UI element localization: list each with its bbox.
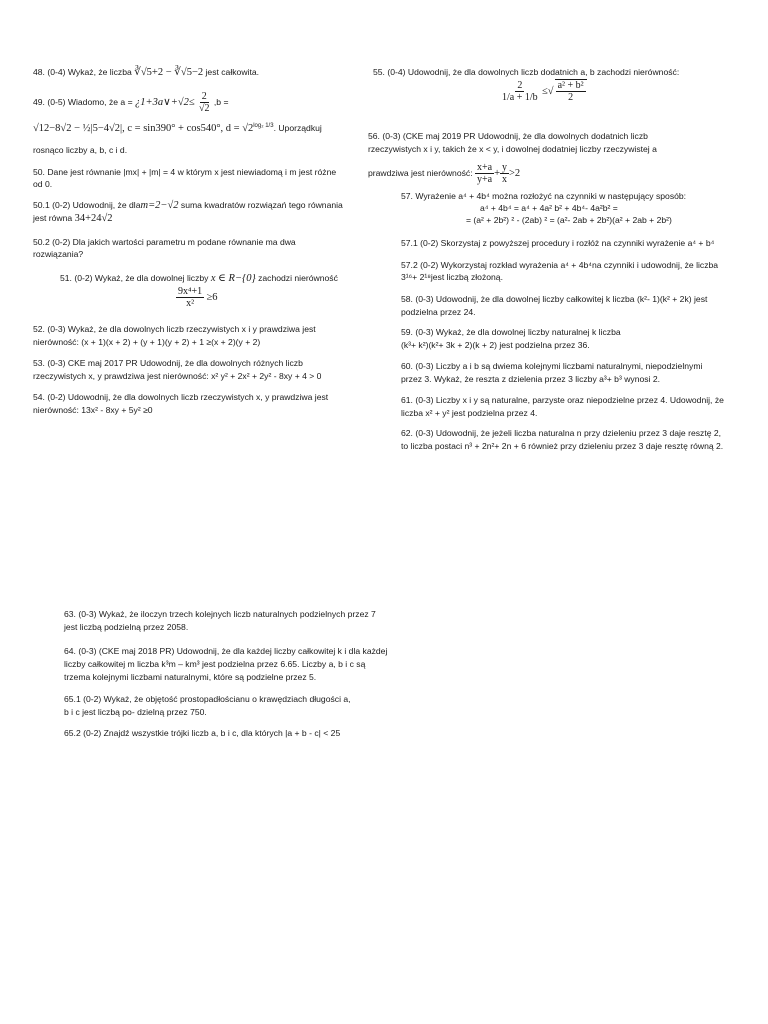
problem-62-line2: to liczba postaci n³ + 2n²+ 2n + 6 również przy dzieleniu przez 3 daje resztę równą 2. — [401, 441, 724, 451]
fraction-denominator: x — [502, 174, 507, 185]
fraction-numerator: y — [502, 162, 507, 173]
fraction-denominator: √2 — [199, 103, 210, 114]
sqrt-fraction — [556, 80, 586, 103]
problem-51 — [60, 272, 338, 285]
problem-48 — [33, 66, 259, 79]
problem-49-line3: rosnąco liczby a, b, c i d. — [33, 145, 128, 155]
problem-49-fraction — [197, 91, 212, 114]
problem-48-text-end: jest całkowita. — [205, 67, 259, 77]
problem-57-1: 57.1 (0-2) Skorzystaj z powyższej procedury i rozłóż na czynniki wyrażenie a⁴ + b⁴ — [401, 238, 715, 248]
problem-57-line3: = (a² + 2b²) ² - (2ab) ² = (a²- 2ab + 2b²)(a² + 2ab + 2b²) — [466, 215, 672, 225]
problem-54-line1: 54. (0-2) Udowodnij, że dla dowolnych liczb rzeczywistych x, y prawdziwa jest — [33, 392, 329, 402]
fraction-numerator: 2 — [517, 80, 523, 91]
problem-49-formula-line2: √12−8√2 − ½|5−4√2|, c = sin390° + cos540°, d = √2 — [33, 123, 254, 134]
fraction-denominator: 1/a + 1/b — [502, 92, 538, 103]
problem-55: 55. (0-4) Udowodnij, że dla dowolnych liczb dodatnich a, b zachodzi nierówność: — [373, 67, 680, 77]
problem-59-line2: (k³+ k²)(k²+ 3k + 2)(k + 2) jest podzielna przez 36. — [401, 340, 590, 350]
fraction-term-b: 1/b — [524, 92, 538, 103]
sqrt-denominator: 2 — [568, 92, 574, 103]
problem-64-line2: liczby całkowitej m liczba k³m – km³ jest podzielna przez 6.65. Liczby a, b i c są — [64, 659, 366, 669]
problem-56-fraction-2 — [500, 162, 509, 185]
problem-65-1-line2: b i c jest liczbą po- dzielną przez 750. — [64, 707, 207, 717]
problem-48-formula: ∛√5+2 − ∛√5−2 — [134, 67, 204, 78]
plus-sign: + — [494, 167, 500, 179]
problem-51-formula: x ∈ R−{0} — [210, 273, 256, 284]
problem-50-1-line2-text: jest równa — [33, 213, 73, 223]
problem-56-line2: rzeczywistych x i y, takich że x < y, i dowolnej dodatniej liczby rzeczywistej a — [368, 144, 657, 154]
sqrt-numerator: a² + b² — [557, 80, 584, 91]
problem-51-inequality — [176, 286, 218, 309]
problem-56-relation: >2 — [509, 167, 521, 179]
problem-64-line1: 64. (0-3) (CKE maj 2018 PR) Udowodnij, że dla każdej liczby całkowitej k i dla każdej — [64, 646, 388, 656]
fraction-term-a: 1/a — [502, 92, 515, 103]
problem-61-line2: liczba x² + y² jest podzielna przez 4. — [401, 408, 538, 418]
problem-52-line1: 52. (0-3) Wykaż, że dla dowolnych liczb rzeczywistych x i y prawdziwa jest — [33, 324, 316, 334]
problem-50-2-line1: 50.2 (0-2) Dla jakich wartości parametru m podane równanie ma dwa — [33, 237, 296, 247]
problem-63-line1: 63. (0-3) Wykaż, że iloczyn trzech kolejnych liczb naturalnych podzielnych przez 7 — [64, 609, 376, 619]
fraction-numerator: 9x⁴+1 — [178, 286, 203, 297]
problem-55-inequality — [500, 79, 587, 103]
problem-65-2: 65.2 (0-2) Znajdź wszystkie trójki liczb a, b i c, dla których |a + b - c| < 25 — [64, 728, 341, 738]
problem-53-line2: rzeczywistych x, y prawdziwa jest nierówność: x² y² + 2x² + 2y² - 8xy + 4 > 0 — [33, 371, 322, 381]
problem-56-fraction-1 — [475, 162, 494, 185]
problem-59-line1: 59. (0-3) Wykaż, że dla dowolnej liczby naturalnej k liczba — [401, 327, 621, 337]
problem-57-2-line2: 3¹⁶+ 2¹⁸jest liczbą złożoną. — [401, 272, 503, 282]
problem-56-line1: 56. (0-3) (CKE maj 2019 PR Udowodnij, że dla dowolnych dodatnich liczb — [368, 131, 648, 141]
problem-50-1-value: 34+24√2 — [74, 213, 113, 224]
fraction-denominator: x² — [186, 298, 195, 309]
problem-55-sqrt — [555, 79, 587, 103]
problem-57-line2: a⁴ + 4b⁴ = a⁴ + 4a² b² + 4b⁴- 4a²b² = — [480, 203, 618, 213]
problem-49-line2 — [33, 122, 322, 135]
problem-54-line2: nierówność: 13x² - 8xy + 5y² ≥0 — [33, 405, 153, 415]
problem-48-text: 48. (0-4) Wykaż, że liczba — [33, 67, 132, 77]
less-equal-sign: ≤√ — [542, 85, 554, 97]
problem-50-line2: od 0. — [33, 179, 53, 189]
problem-65-1-line1: 65.1 (0-2) Wykaż, że objętość prostopadłościanu o krawędziach długości a, — [64, 694, 351, 704]
problem-57-2-line1: 57.2 (0-2) Wykorzystaj rozkład wyrażenia a⁴ + 4b⁴na czynniki i udowodnij, że liczba — [401, 260, 719, 270]
problem-49-formula: ¿1+3a∨+√2≤ — [134, 96, 195, 108]
problem-51-fraction — [176, 286, 204, 309]
problem-49-line2-text: . Uporządkuj — [273, 123, 322, 133]
problem-55-fraction — [500, 80, 540, 103]
problem-60-line2: przez 3. Wykaż, że reszta z dzielenia przez 3 liczby a³+ b³ wynosi 2. — [401, 374, 661, 384]
problem-50-1-formula: m=2−√2 — [140, 200, 179, 211]
problem-50-line1: 50. Dane jest równanie |mx| + |m| = 4 w którym x jest niewiadomą i m jest różne — [33, 167, 337, 177]
problem-56-line3 — [368, 162, 520, 185]
fraction-numerator: x+a — [477, 162, 493, 173]
problem-50-2-line2: rozwiązania? — [33, 249, 84, 259]
problem-51-text-b: zachodzi nierówność — [258, 273, 338, 283]
problem-52-line2: nierówność: (x + 1)(x + 2) + (y + 1)(y + 2) + 1 ≥(x + 2)(y + 2) — [33, 337, 261, 347]
problem-50-1-text: 50.1 (0-2) Udowodnij, że dla — [33, 200, 141, 210]
problem-64-line3: trzema kolejnymi liczbami naturalnymi, które są podzielne przez 5. — [64, 672, 317, 682]
problem-49-text-b: ,b = — [213, 96, 229, 107]
problem-62-line1: 62. (0-3) Udowodnij, że jeżeli liczba naturalna n przy dzieleniu przez 3 daje resztę 2, — [401, 428, 722, 438]
problem-50-1-text-b: suma kwadratów rozwiązań tego równania — [180, 200, 343, 210]
problem-60-line1: 60. (0-3) Liczby a i b są dwiema kolejnymi liczbami naturalnymi, niepodzielnymi — [401, 361, 703, 371]
problem-50-1-line1 — [33, 199, 343, 212]
problem-63-line2: jest liczbą podzielną przez 2058. — [64, 622, 189, 632]
problem-49 — [33, 91, 228, 114]
problem-53-line1: 53. (0-3) CKE maj 2017 PR Udowodnij, że dla dowolnych różnych liczb — [33, 358, 303, 368]
fraction-denominator: y+a — [477, 174, 493, 185]
problem-51-text: 51. (0-2) Wykaż, że dla dowolnej liczby — [60, 273, 209, 283]
problem-51-relation: ≥6 — [206, 291, 218, 303]
problem-50-1-line2 — [33, 212, 113, 225]
problem-61-line1: 61. (0-3) Liczby x i y są naturalne, parzyste oraz niepodzielne przez 4. Udowodnij, że — [401, 395, 724, 405]
problem-58-line2: podzielna przez 24. — [401, 307, 476, 317]
problem-58-line1: 58. (0-3) Udowodnij, że dla dowolnej liczby całkowitej k liczba (k²- 1)(k² + 2k) jest — [401, 294, 708, 304]
problem-49-text: 49. (0-5) Wiadomo, że a = — [33, 96, 133, 107]
problem-56-text: prawdziwa jest nierówność: — [368, 167, 473, 178]
problem-57-line1: 57. Wyrażenie a⁴ + 4b⁴ można rozłożyć na czynniki w następujący sposób: — [401, 191, 687, 201]
problem-49-exponent: log₂ 1/3 — [253, 123, 274, 130]
fraction-numerator: 2 — [201, 91, 207, 102]
